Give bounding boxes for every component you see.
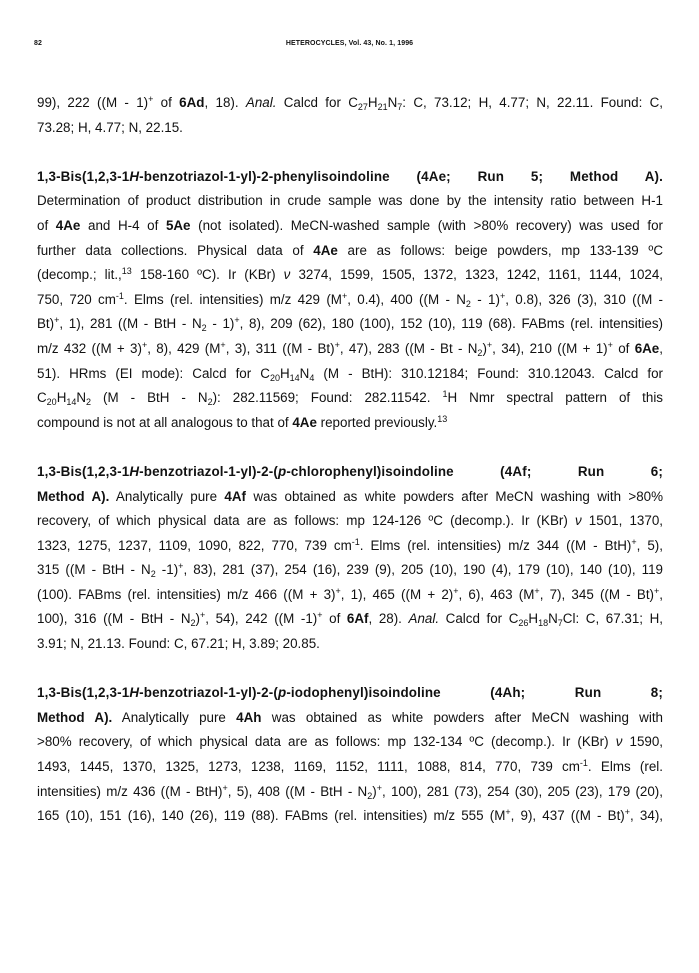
text-line: Bt)+, 1), 281 ((M - BtH - $N_2 - 1)^+$, 8), 209 (62), 180 (100), 152 (10), 119 (68). FABms (rel. intensities) [37,315,664,334]
compound-heading-4Ah: 1,3-Bis(1,2,3-1H-benzotriazol-1-yl)-2-(p-iodophenyl)isoindoline (4Ah; Run 8; [37,685,663,701]
text-line: further data collections. Physical data of 4Ae are as follows: beige powders, mp 133-139 ºC [37,242,663,258]
text-line: intensities) m/z 436 ((M - BtH)+, 5), 408 ((M - BtH - $N_2)^+$, 100), 281 (73), 254 (30), 205 (23), 179 (20), [37,782,663,801]
text-line: (decomp.; lit.,$^{13}$ 158-160 ºC). Ir (KBr) ν 3274, 1599, 1505, 1372, 1323, 1242, 1161, 1144, 1024, [37,266,664,283]
reference-superscript: 13 [121,266,132,277]
compound-heading-4Af: 1,3-Bis(1,2,3-1H-benzotriazol-1-yl)-2-(p-chlorophenyl)isoindoline (4Af; Run 6; [37,463,663,479]
text-line: m/z 432 ((M + 3)+, 8), 429 (M+, 3), 311 ((M - Bt)+, 47), 283 ((M - Bt - $N_2)^+$, 34), 210 ((M + 1)+ of 6Ae, [37,339,663,358]
paragraph-6Ad-data [37,91,663,140]
compound-heading-4Ae: 1,3-Bis(1,2,3-1H-benzotriazol-1-yl)-2-phenylisoindoline (4Ae; Run 5; Method A). [37,168,663,184]
text-line: 315 ((M - BtH - $N_2$ -1)+, 83), 281 (37), 254 (16), 239 (9), 205 (10), 190 (4), 179 (10), 140 (10), 119 [37,561,663,580]
text-line: 100), 316 ((M - BtH - $N_2)^+$, 54), 242 ((M -1)+ of 6Af, 28). Anal. Calcd for $C_{26}H_{18}N_7Cl$: C, 67.31; H, [37,610,663,629]
text-line: Determination of product distribution in crude sample was done by the intensity ratio between H-1 [37,193,663,209]
compound-label: 6Ad [179,95,205,110]
text-line: 1493, 1445, 1370, 1325, 1273, 1238, 1169, 1152, 1111, 1088, 814, 770, 739 $cm^{-1}$. Elms (rel. [37,758,663,775]
text-line: 99), 222 ((M - 1)+ of 6Ad, 18). Anal. Calcd for $C_{27}H_{21}N_7$: C, 73.12; H, 4.77; N, 22.11. Found: C, [37,94,663,112]
text-line: 750, 720 $cm^{-1}$. Elms (rel. intensities) m/z 429 (M+, 0.4), 400 ($(M - N_2 - 1)^+$, 0.8), 326 (3), 310 ((M - [37,290,664,309]
page-number: 82 [34,40,42,47]
text-line: compound is not at all analogous to that of 4Ae reported previously.$^{13}$ [37,413,448,430]
text-line: Method A). Analytically pure 4Af was obtained as white powders after MeCN washing with >80% [37,488,663,504]
paragraph-4Ah [37,681,663,829]
paragraph-4Ae [37,165,663,436]
reference-superscript: 13 [437,413,448,424]
journal-reference: HETEROCYCLES, Vol. 43, No. 1, 1996 [285,40,414,47]
text-line: 51). HRms (EI mode): Calcd for $C_{20}H_{14}N_4$ (M - BtH): 310.12184; Found: 310.12043. Calcd for [37,365,663,383]
paragraph-4Af [37,460,663,657]
text-line: $C_{20}H_{14}N_2$ (M - BtH - $N_2$): 282.11569; Found: 282.11542. $^1$H Nmr spectral pattern of this [37,389,663,408]
text-line: 3.91; N, 21.13. Found: C, 67.21; H, 3.89; 20.85. [37,636,320,652]
text-line: Method A). Analytically pure 4Ah was obtained as white powders after MeCN washing with [37,709,663,725]
text-line: (100). FABms (rel. intensities) m/z 466 ((M + 3)+, 1), 465 ((M + 2)+, 6), 463 (M+, 7), 345 ((M - Bt)+, [37,585,664,602]
text-line: of 4Ae and H-4 of 5Ae (not isolated). MeCN-washed sample (with >80% recovery) was used for [37,217,664,233]
text-line: >80% recovery, of which physical data are as follows: mp 132-134 ºC (decomp.). Ir (KBr) ν 1590, [37,734,664,750]
running-head [0,40,699,56]
article-body [37,91,663,853]
text-line: recovery, of which physical data are as follows: mp 124-126 ºC (decomp.). Ir (KBr) ν 1501, 1370, [37,513,663,529]
text-line: 1323, 1275, 1237, 1109, 1090, 822, 770, 739 $cm^{-1}$. Elms (rel. intensities) m/z 344 ((M - BtH)+, 5), [37,536,663,553]
text-line: 73.28; H, 4.77; N, 22.15. [37,119,183,135]
text-line: 165 (10), 151 (16), 140 (26), 119 (88). FABms (rel. intensities) m/z 555 (M+, 9), 437 ((M - Bt)+, 34), [37,807,664,824]
